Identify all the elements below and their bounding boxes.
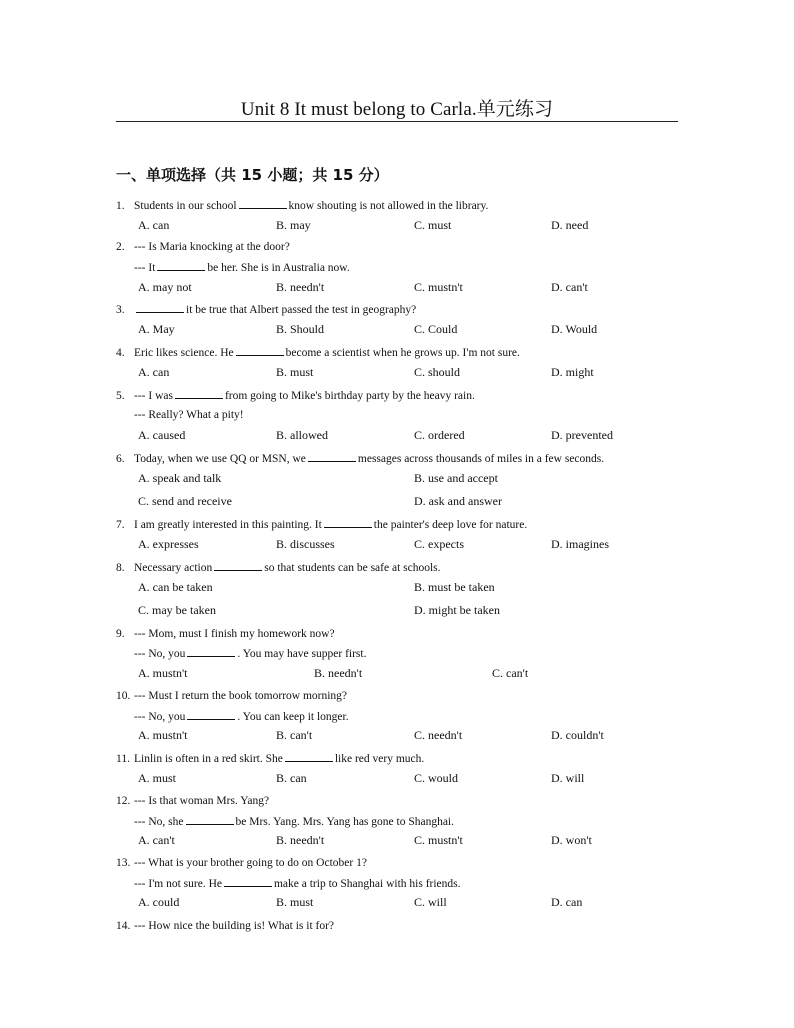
answer-option[interactable]: B. must: [276, 895, 314, 909]
answer-option[interactable]: D. might: [551, 365, 594, 379]
answer-option[interactable]: D. need: [551, 218, 589, 232]
answer-option[interactable]: A. mustn't: [138, 666, 188, 680]
question-text: Today, when we use QQ or MSN, we: [134, 453, 306, 465]
question-text: --- Is that woman Mrs. Yang?: [134, 795, 270, 807]
question-line: [116, 240, 290, 254]
answer-option[interactable]: A. speak and talk: [138, 471, 222, 485]
question-text: know shouting is not allowed in the library.: [288, 200, 489, 212]
question-text: make a trip to Shanghai with his friends.: [273, 878, 461, 890]
answer-option[interactable]: D. imagines: [551, 537, 609, 551]
question-line: [116, 627, 335, 641]
answer-option[interactable]: C. would: [414, 771, 459, 785]
answer-option[interactable]: C. ordered: [414, 428, 465, 442]
answer-option[interactable]: A. May: [138, 322, 175, 336]
answer-option[interactable]: D. won't: [551, 833, 592, 847]
answer-option[interactable]: B. needn't: [276, 280, 325, 294]
question-text: Students in our school: [134, 200, 237, 212]
question-text: --- What is your brother going to do on October 1?: [134, 857, 367, 869]
answer-option[interactable]: D. might be taken: [414, 603, 500, 617]
question-number: 3.: [116, 304, 125, 316]
question-line: [116, 517, 527, 532]
answer-option[interactable]: B. allowed: [276, 428, 328, 442]
answer-option[interactable]: D. ask and answer: [414, 494, 502, 508]
answer-blank[interactable]: [239, 198, 287, 209]
question-text: be her. She is in Australia now.: [207, 262, 350, 274]
answer-option[interactable]: B. use and accept: [414, 471, 498, 485]
question-line: [116, 794, 269, 808]
question-text: --- No, she: [134, 816, 184, 828]
answer-option[interactable]: C. Could: [414, 322, 458, 336]
section-heading: 一、单项选择（共 15 小题；共 15 分）: [116, 166, 389, 184]
answer-option[interactable]: B. discusses: [276, 537, 335, 551]
answer-blank[interactable]: [175, 388, 223, 399]
answer-option[interactable]: B. may: [276, 218, 311, 232]
answer-option[interactable]: D. can: [551, 895, 583, 909]
question-text: be Mrs. Yang. Mrs. Yang has gone to Shanghai.: [235, 816, 455, 828]
answer-blank[interactable]: [214, 560, 262, 571]
answer-option[interactable]: B. must: [276, 365, 314, 379]
answer-blank[interactable]: [186, 814, 234, 825]
answer-blank[interactable]: [136, 302, 184, 313]
question-line: [134, 709, 349, 724]
answer-option[interactable]: A. must: [138, 771, 177, 785]
question-text: it be true that Albert passed the test in geography?: [186, 304, 417, 316]
question-line: [116, 345, 520, 360]
answer-blank[interactable]: [187, 646, 235, 657]
answer-option[interactable]: A. expresses: [138, 537, 199, 551]
answer-option[interactable]: C. must: [414, 218, 452, 232]
question-number: 14.: [116, 920, 131, 932]
answer-option[interactable]: A. may not: [138, 280, 192, 294]
question-line: [116, 751, 424, 766]
question-text: --- I was: [134, 390, 173, 402]
question-line: [116, 451, 604, 466]
question-text: --- How nice the building is! What is it for?: [134, 920, 335, 932]
answer-blank[interactable]: [285, 751, 333, 762]
question-number: 6.: [116, 453, 125, 465]
answer-option[interactable]: A. can: [138, 218, 170, 232]
question-text: --- I'm not sure. He: [134, 878, 222, 890]
question-text: I am greatly interested in this painting. It: [134, 519, 322, 531]
answer-option[interactable]: B. can't: [276, 728, 313, 742]
question-text: --- Must I return the book tomorrow morning?: [134, 690, 348, 702]
question-line: [116, 689, 347, 703]
answer-option[interactable]: C. should: [414, 365, 461, 379]
question-text: --- Really? What a pity!: [134, 409, 244, 421]
question-line: [134, 260, 350, 275]
question-text: like red very much.: [334, 753, 425, 765]
question-text: Necessary action: [134, 562, 213, 574]
question-number: 10.: [116, 690, 131, 702]
question-text: . You may have supper first.: [237, 648, 367, 660]
answer-option[interactable]: C. can't: [492, 666, 529, 680]
answer-option[interactable]: B. must be taken: [414, 580, 495, 594]
answer-blank[interactable]: [157, 260, 205, 271]
question-number: 4.: [116, 347, 125, 359]
question-number: 9.: [116, 628, 125, 640]
answer-option[interactable]: D. can't: [551, 280, 588, 294]
answer-option[interactable]: C. mustn't: [414, 833, 463, 847]
question-text: . You can keep it longer.: [237, 711, 349, 723]
answer-option[interactable]: A. can be taken: [138, 580, 213, 594]
question-number: 1.: [116, 200, 125, 212]
question-line: [116, 302, 416, 317]
answer-blank[interactable]: [324, 517, 372, 528]
question-text: --- It: [134, 262, 156, 274]
answer-option[interactable]: C. needn't: [414, 728, 463, 742]
page-title: Unit 8 It must belong to Carla.单元练习: [240, 99, 554, 120]
question-text: from going to Mike's birthday party by the heavy rain.: [224, 390, 475, 402]
question-line: [116, 919, 334, 933]
answer-option[interactable]: A. could: [138, 895, 180, 909]
question-text: the painter's deep love for nature.: [373, 519, 528, 531]
question-text: Eric likes science. He: [134, 347, 234, 359]
question-line: [134, 814, 454, 829]
answer-option[interactable]: C. send and receive: [138, 494, 232, 508]
question-number: 7.: [116, 519, 125, 531]
answer-option[interactable]: B. needn't: [276, 833, 325, 847]
answer-option[interactable]: D. will: [551, 771, 585, 785]
question-number: 12.: [116, 795, 131, 807]
answer-option[interactable]: B. Should: [276, 322, 325, 336]
question-number: 5.: [116, 390, 125, 402]
question-line: [134, 408, 244, 422]
question-line: [116, 856, 367, 870]
answer-option[interactable]: C. will: [414, 895, 447, 909]
answer-blank[interactable]: [236, 345, 284, 356]
answer-option[interactable]: B. can: [276, 771, 307, 785]
answer-option[interactable]: A. can't: [138, 833, 175, 847]
answer-option[interactable]: D. Would: [551, 322, 598, 336]
question-text: --- Mom, must I finish my homework now?: [134, 628, 335, 640]
question-text: so that students can be safe at schools.: [264, 562, 441, 574]
question-line: [116, 388, 475, 403]
answer-option[interactable]: A. mustn't: [138, 728, 188, 742]
answer-option[interactable]: C. mustn't: [414, 280, 463, 294]
answer-option[interactable]: C. may be taken: [138, 603, 216, 617]
question-text: --- Is Maria knocking at the door?: [134, 241, 290, 253]
answer-option[interactable]: D. prevented: [551, 428, 613, 442]
question-text: messages across thousands of miles in a few seconds.: [357, 453, 605, 465]
answer-option[interactable]: A. caused: [138, 428, 186, 442]
question-number: 8.: [116, 562, 125, 574]
question-line: [134, 646, 366, 661]
answer-blank[interactable]: [308, 451, 356, 462]
answer-option[interactable]: C. expects: [414, 537, 464, 551]
question-text: --- No, you: [134, 711, 186, 723]
question-line: [116, 560, 441, 575]
question-line: [134, 876, 461, 891]
question-line: [116, 198, 488, 213]
answer-blank[interactable]: [224, 876, 272, 887]
question-text: Linlin is often in a red skirt. She: [134, 753, 283, 765]
title-divider: [116, 121, 678, 122]
question-text: --- No, you: [134, 648, 186, 660]
answer-option[interactable]: D. couldn't: [551, 728, 604, 742]
question-number: 2.: [116, 241, 125, 253]
question-number: 11.: [116, 753, 130, 765]
answer-option[interactable]: B. needn't: [314, 666, 363, 680]
question-text: become a scientist when he grows up. I'm not sure.: [285, 347, 520, 359]
answer-option[interactable]: A. can: [138, 365, 170, 379]
question-number: 13.: [116, 857, 131, 869]
answer-blank[interactable]: [187, 709, 235, 720]
